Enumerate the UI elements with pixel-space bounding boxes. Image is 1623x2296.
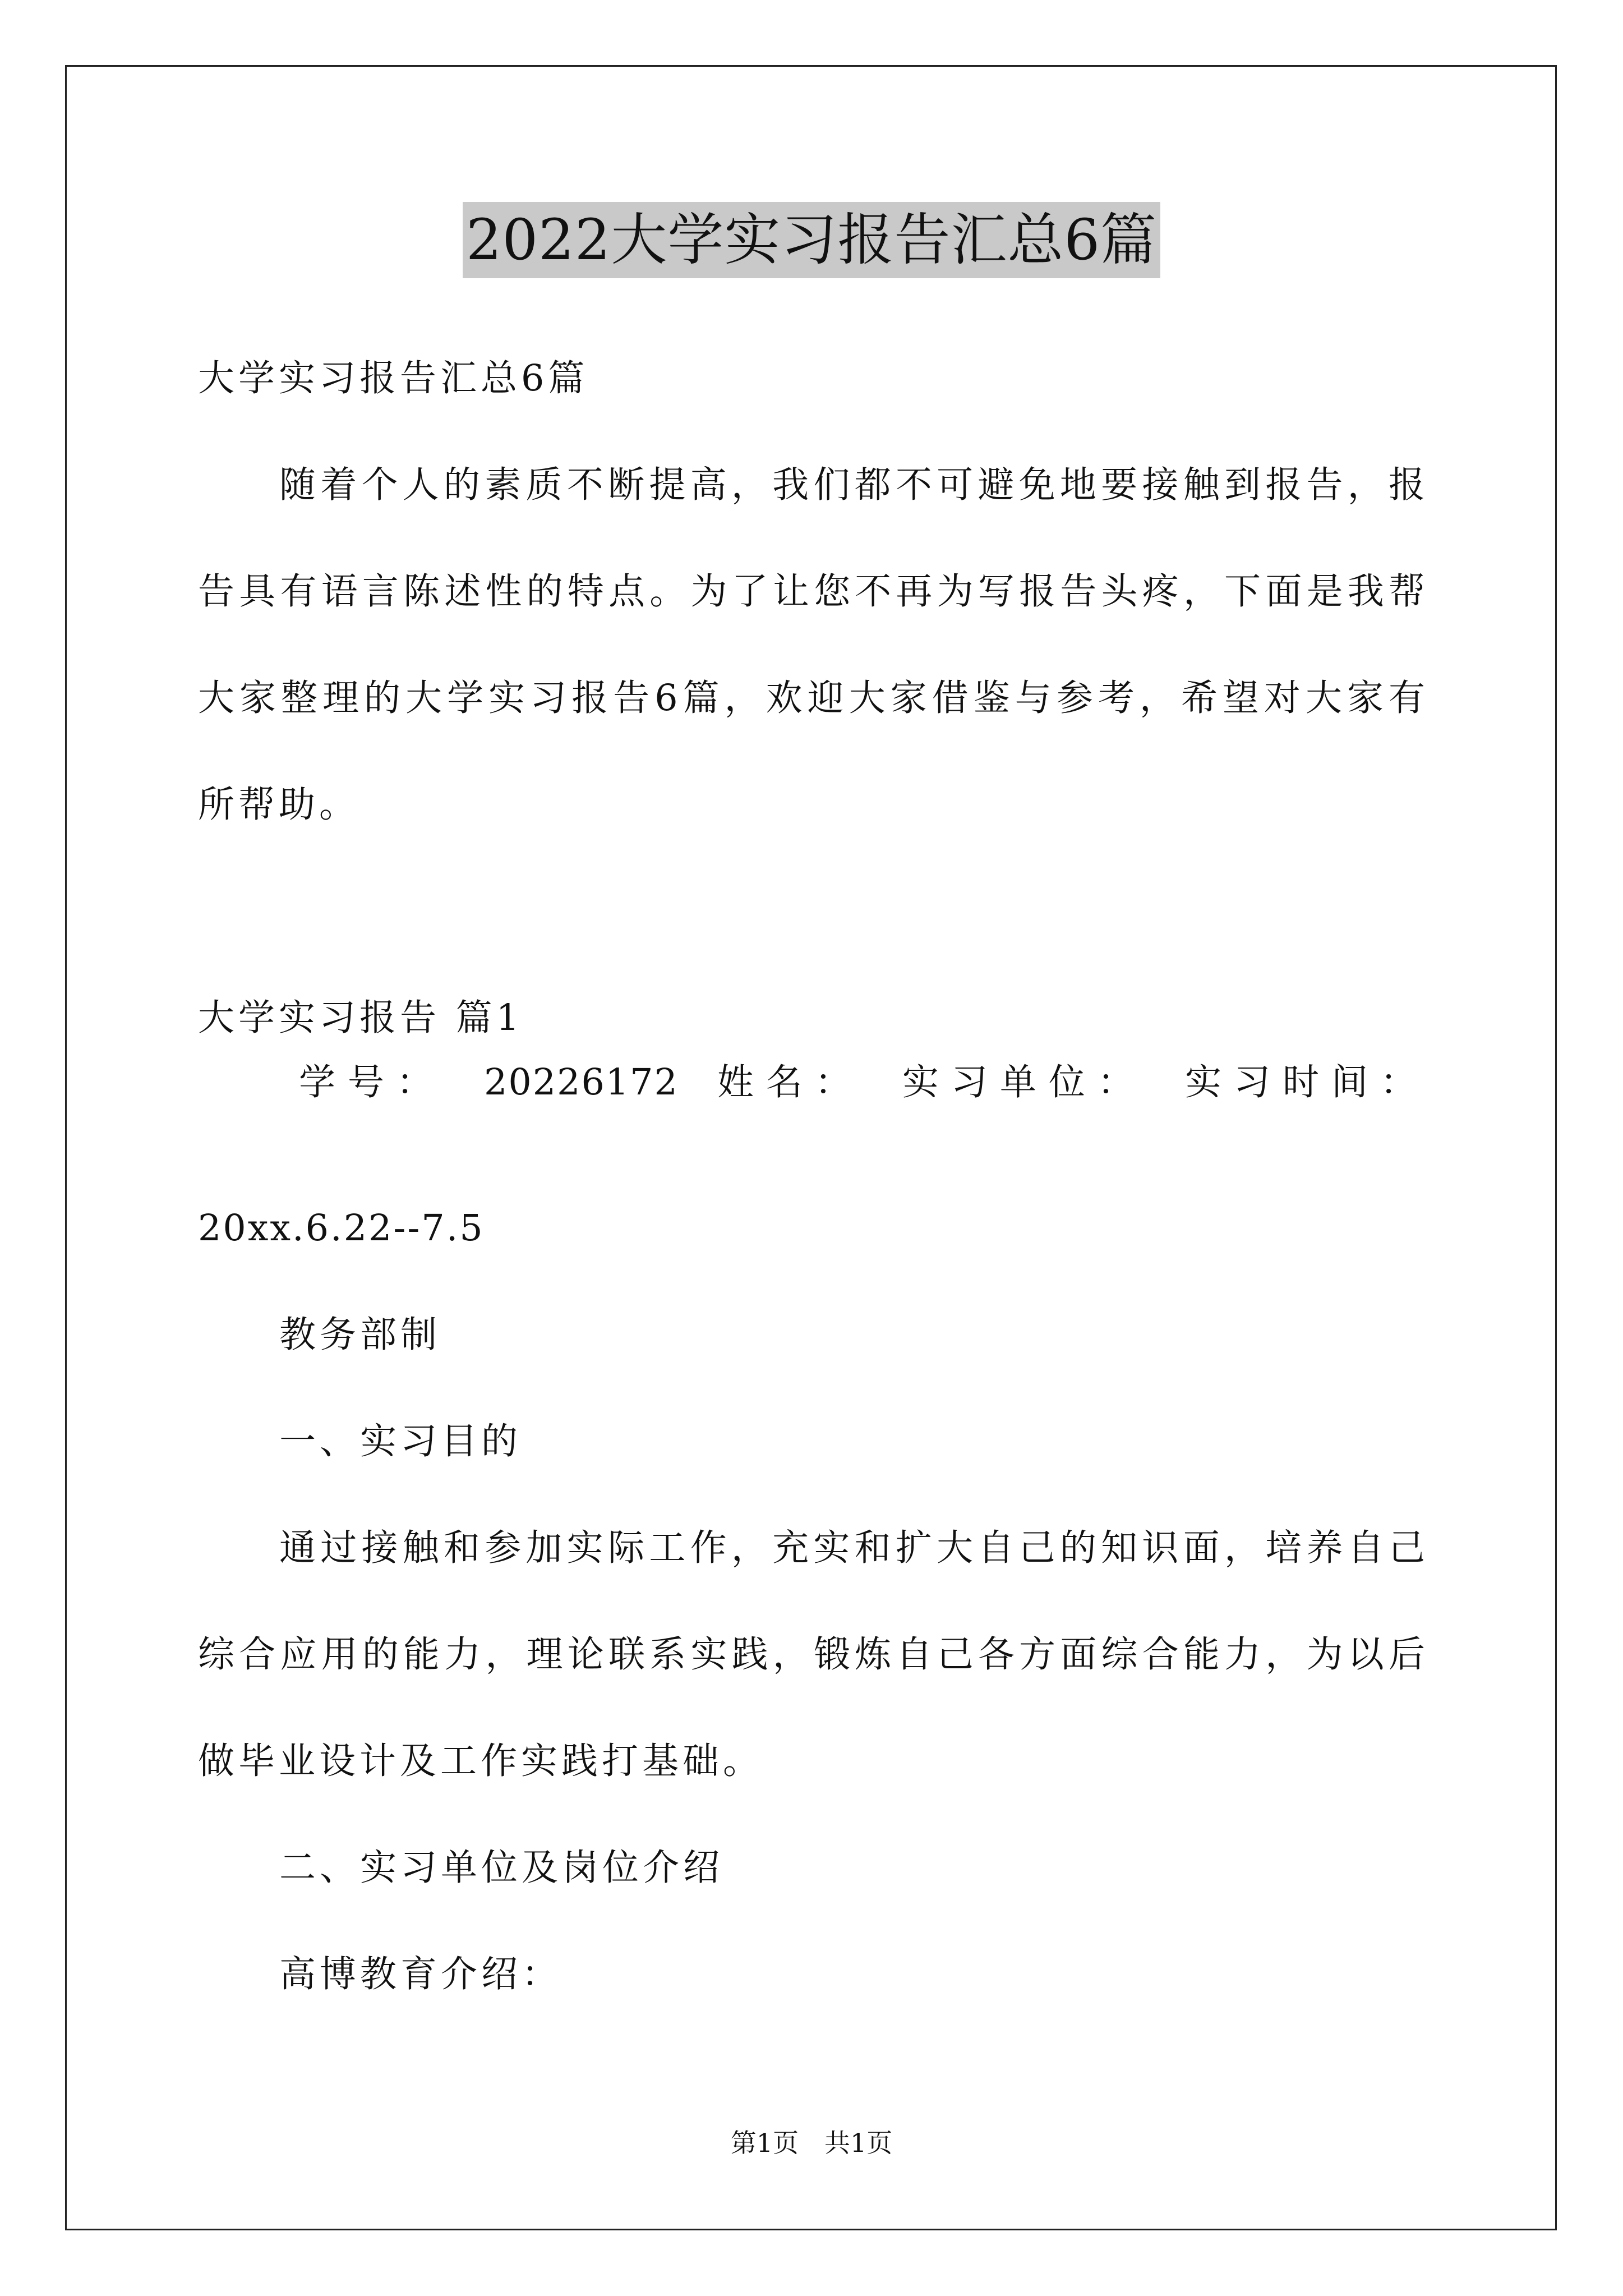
document-subtitle: 大学实习报告汇总6篇 xyxy=(198,357,589,399)
name-label: 姓名： xyxy=(717,1061,864,1103)
purpose-heading: 一、实习目的 xyxy=(279,1420,522,1462)
student-id-value: 20226172 xyxy=(484,1061,679,1103)
purpose-paragraph: 通过接触和参加实际工作，充实和扩大自己的知识面，培养自己综合应用的能力，理论联系实践，锻炼自己各方面综合能力，为以后做毕业设计及工作实践打基础。 xyxy=(198,1527,1429,1782)
internship-time-value: 20xx.6.22--7.5 xyxy=(198,1207,485,1249)
unit-label: 实习单位： xyxy=(902,1061,1146,1103)
unit-heading: 二、实习单位及岗位介绍 xyxy=(279,1847,724,1889)
document-title: 2022大学实习报告汇总6篇 xyxy=(463,202,1160,278)
time-label: 实习时间： xyxy=(1184,1061,1429,1103)
title-block xyxy=(0,202,1623,278)
student-id-label: 学号： xyxy=(299,1061,446,1103)
section-heading: 大学实习报告 篇1 xyxy=(198,997,524,1039)
student-info-row xyxy=(198,1057,1429,1108)
intro-paragraph: 随着个人的素质不断提高，我们都不可避免地要接触到报告，报告具有语言陈述性的特点。为了让您不再为写报告头疼，下面是我帮大家整理的大学实习报告6篇，欢迎大家借鉴与参考，希望对大家有所帮助。 xyxy=(198,464,1429,826)
made-by-text: 教务部制 xyxy=(279,1314,441,1356)
company-intro-label: 高博教育介绍： xyxy=(279,1953,562,1995)
page-footer: 第1页 共1页 xyxy=(730,2128,893,2158)
